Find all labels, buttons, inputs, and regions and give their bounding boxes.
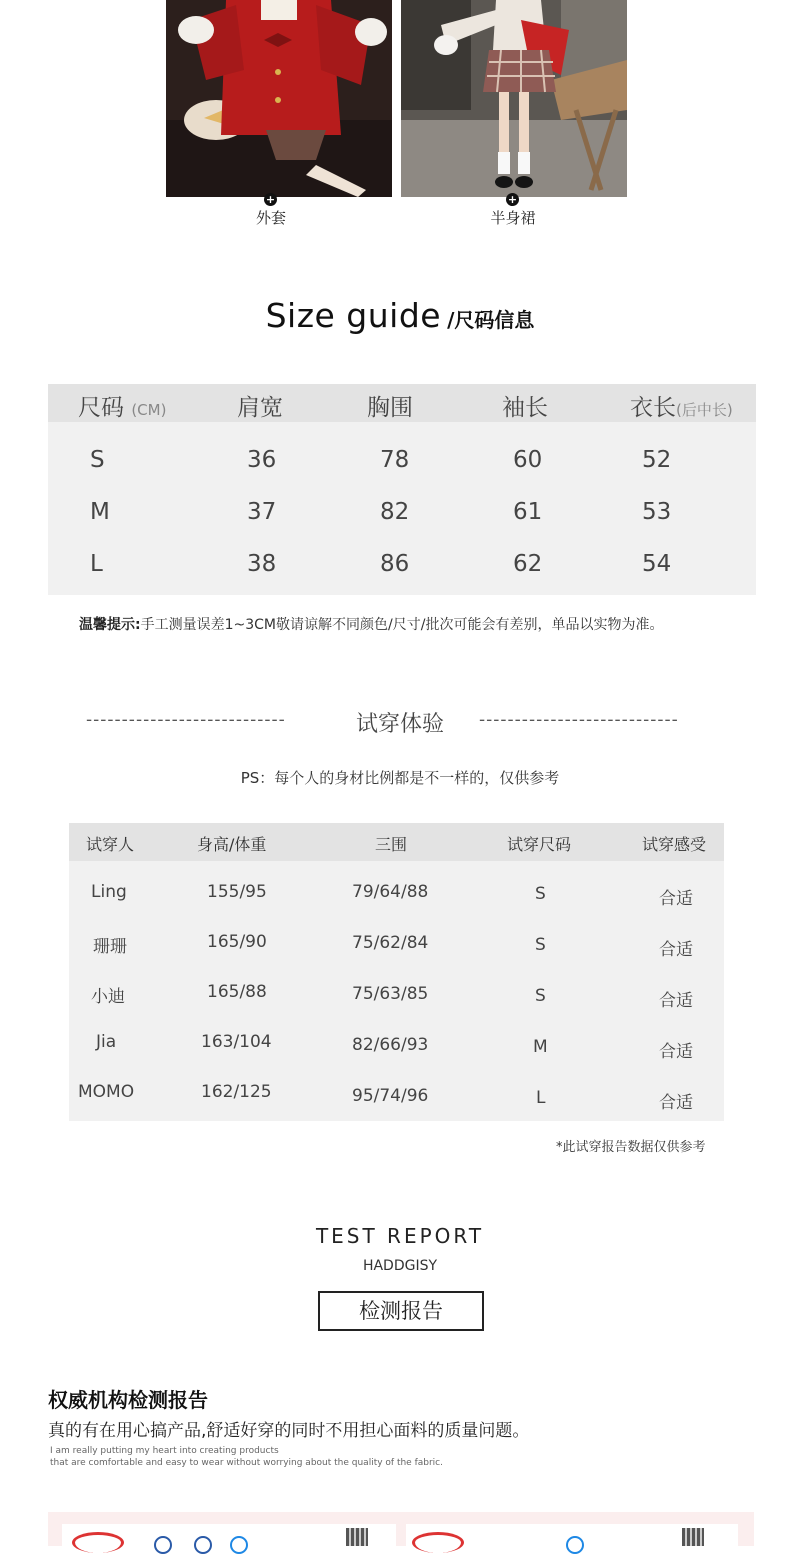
header-length: 衣长(后中长) (630, 395, 733, 421)
measurements: 75/63/85 (352, 984, 429, 1004)
skirt-caption: 半身裙 (490, 209, 536, 227)
tester-name: Jia (96, 1032, 117, 1052)
tried-size: S (535, 884, 546, 904)
authority-report-en-line1: I am really putting my heart into creating products (50, 1446, 279, 1456)
size-tip-text: 手工测量误差1~3CM敬请谅解不同颜色/尺寸/批次可能会有差别，单品以实物为准。 (140, 617, 664, 633)
try-on-table-header (69, 823, 724, 861)
height-weight: 155/95 (207, 882, 267, 902)
authority-report-en-line2: that are comfortable and easy to wear without worrying about the quality of the fabric. (50, 1458, 443, 1468)
size-cell: L (90, 551, 103, 577)
plus-circle-icon[interactable]: + (265, 193, 276, 206)
size-tip-label: 温馨提示: (79, 617, 141, 633)
tried-size: L (536, 1088, 546, 1108)
size-cell: 38 (247, 551, 277, 577)
tester-name: MOMO (78, 1082, 135, 1102)
size-guide-title (0, 296, 800, 335)
qr-code-icon (346, 1528, 368, 1546)
size-cell: 78 (380, 447, 410, 473)
header-tried-size: 试穿尺码 (507, 835, 572, 854)
size-cell: 53 (642, 499, 672, 525)
cert-seal-icon (566, 1536, 584, 1554)
size-cell: 54 (642, 551, 672, 577)
height-weight: 165/90 (207, 932, 267, 952)
size-table (48, 384, 756, 595)
size-cell: 60 (513, 447, 543, 473)
brand-name: HADDGISY (362, 1258, 438, 1274)
fit-feeling: 合适 (659, 1093, 693, 1113)
header-tester: 试穿人 (86, 835, 135, 854)
size-cell: 86 (380, 551, 410, 577)
measurements: 79/64/88 (352, 882, 429, 902)
size-guide-title-cn: /尺码信息 (447, 308, 535, 332)
cert-logo-icon (412, 1532, 464, 1553)
measurements: 82/66/93 (352, 1035, 429, 1055)
tester-name: 小迪 (91, 987, 125, 1007)
skirt-photo-illustration (401, 0, 627, 197)
plus-circle-icon[interactable]: + (507, 193, 518, 206)
fit-feeling: 合适 (659, 889, 693, 909)
header-sleeve: 袖长 (502, 395, 548, 421)
cert-seal-icon (154, 1536, 172, 1554)
coat-caption: 外套 (255, 209, 286, 227)
measurements: 95/74/96 (352, 1086, 429, 1106)
header-fit-feeling: 试穿感受 (642, 835, 707, 854)
tester-name: Ling (91, 882, 127, 902)
tried-size: M (533, 1037, 548, 1057)
authority-report-title: 权威机构检测报告 (48, 1388, 208, 1412)
coat-photo-illustration (166, 0, 392, 197)
certificate-card (62, 1524, 396, 1546)
coat-photo (166, 0, 392, 197)
measurements: 75/62/84 (352, 933, 429, 953)
skirt-photo (401, 0, 627, 197)
cert-seal-icon (230, 1536, 248, 1554)
certificate-card (406, 1524, 738, 1546)
divider-dash-left: ---------------------------- (86, 710, 286, 730)
tester-name: 珊珊 (93, 937, 127, 957)
size-cell: 52 (642, 447, 672, 473)
header-size: 尺码 (CM) (78, 395, 167, 421)
qr-code-icon (682, 1528, 704, 1546)
size-cell: 36 (247, 447, 277, 473)
fit-feeling: 合适 (659, 991, 693, 1011)
size-cell: 62 (513, 551, 543, 577)
height-weight: 165/88 (207, 982, 267, 1002)
size-cell: 61 (513, 499, 543, 525)
try-on-table (69, 823, 724, 1121)
height-weight: 163/104 (201, 1032, 272, 1052)
size-cell: S (90, 447, 105, 473)
header-shoulder: 肩宽 (237, 395, 283, 421)
height-weight: 162/125 (201, 1082, 272, 1102)
test-report-title: TEST REPORT (315, 1224, 485, 1248)
try-on-note: *此试穿报告数据仅供参考 (556, 1140, 706, 1155)
try-on-ps: PS：每个人的身材比例都是不一样的，仅供参考 (240, 769, 560, 787)
test-report-box: 检测报告 (318, 1291, 484, 1331)
tried-size: S (535, 986, 546, 1006)
header-measurements: 三围 (375, 835, 408, 854)
try-on-title: 试穿体验 (355, 712, 444, 737)
size-cell: 37 (247, 499, 277, 525)
authority-report-subtitle: 真的有在用心搞产品,舒适好穿的同时不用担心面料的质量问题。 (48, 1421, 530, 1441)
size-cell: M (90, 499, 110, 525)
tried-size: S (535, 935, 546, 955)
size-tip (79, 614, 663, 634)
header-height-weight: 身高/体重 (197, 835, 267, 854)
cert-logo-icon (72, 1532, 124, 1553)
divider-dash-right: ---------------------------- (479, 710, 679, 730)
fit-feeling: 合适 (659, 940, 693, 960)
size-table-header (48, 384, 756, 422)
size-guide-title-en: Size guide (265, 296, 442, 335)
header-chest: 胸围 (367, 395, 413, 421)
cert-seal-icon (194, 1536, 212, 1554)
size-cell: 82 (380, 499, 410, 525)
fit-feeling: 合适 (659, 1042, 693, 1062)
